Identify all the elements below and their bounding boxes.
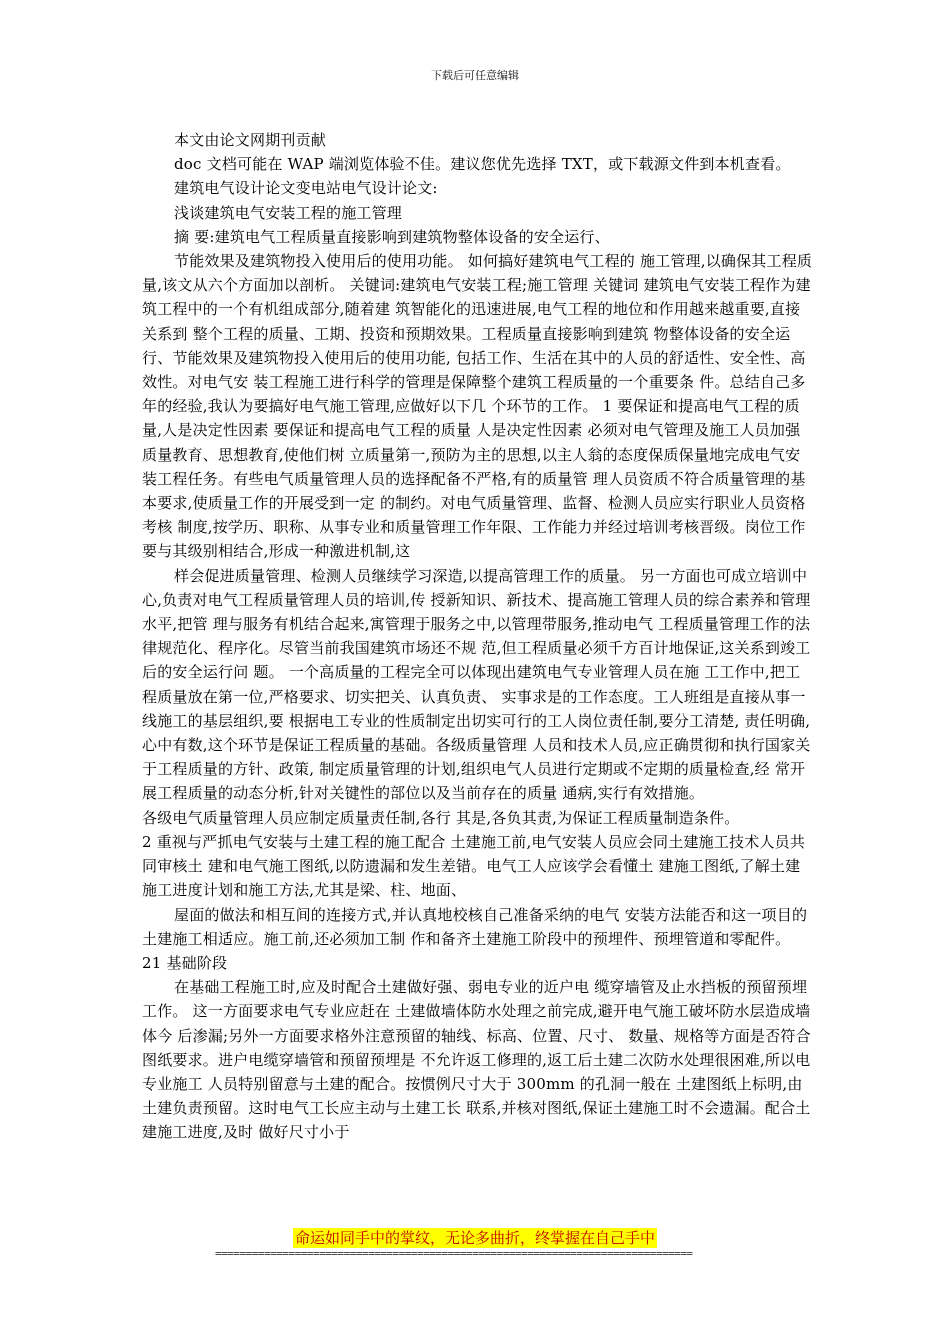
page-header-note: 下载后可任意编辑 <box>431 69 519 82</box>
doc-notice-line: doc 文档可能在 WAP 端浏览体验不佳。建议您优先选择 TXT，或下载源文件到本机查看。 <box>174 155 791 174</box>
body-paragraph: 样会促进质量管理、检测人员继续学习深造,以提高管理工作的质量。 另一方面也可成立培训中心,负责对电气工程质量管理人员的培训,传 授新知识、新技术、提高施工管理人员的综合素养和管理水平,把管 理与服务有机结合起来,寓管理于服务之中,以管理带服务,推动电气 工程质量管理工作的法律规范化、程序化。尽管当前我国建筑市场还不规 范,但工程质量必须千方百计地保证,这关系到竣工后的安全运行问 题。 一个高质量的工程完全可以体现出建筑电气专业管理人员在施 工工作中,把工程质量放在第一位,严格要求、切实把关、认真负责、 实事求是的工作态度。工人班组是直接从事一线施工的基层组织,要 根据电工专业的性质制定出切实可行的工人岗位责任制,要分工清楚, 责任明确,心中有数,这个环节是保证工程质量的基础。各级质量管理 人员和技术人员,应正确贯彻和执行国家关于工程质量的方针、政策, 制定质量管理的计划,组织电气人员进行定期或不定期的质量检查,经 常开展工程质量的动态分析,针对关键性的部位以及当前存在的质量 通病,实行有效措施。 <box>142 566 811 803</box>
body-paragraph: 在基础工程施工时,应及时配合土建做好强、弱电专业的近户电 缆穿墙管及止水挡板的预留预埋工作。 这一方面要求电气专业应赶在 土建做墙体防水处理之前完成,避开电气施工破坏防水层造成墙体今 后渗漏;另外一方面要求格外注意预留的轴线、标高、位置、尺寸、 数量、规格等方面是否符合图纸要求。进户电缆穿墙管和预留预埋是 不允许返工修理的,返工后土建二次防水处理很困难,所以电专业施工 人员特别留意与土建的配合。按惯例尺寸大于 300mm 的孔洞一般在 土建图纸上标明,由土建负责预留。这时电气工长应主动与土建工长 联系,并核对图纸,保证土建施工时不会遗漏。配合土建施工进度,及时 做好尺寸小于 <box>142 978 811 1142</box>
body-paragraph: 节能效果及建筑物投入使用后的使用功能。 如何搞好建筑电气工程的 施工管理,以确保其工程质量,该文从六个方面加以剖析。 关键词:建筑电气安装工程;施工管理 关键词 建筑电气安装工程作为建筑工程中的一个有机组成部分,随着建 筑智能化的迅速进展,电气工程的地位和作用越来越重要,直接关系到 整个工程的质量、工期、投资和预期效果。工程质量直接影响到建筑 物整体设备的安全运行、节能效果及建筑物投入使用后的使用功能, 包括工作、生活在其中的人员的舒适性、安全性、高效性。对电气安 装工程施工进行科学的管理是保障整个建筑工程质量的一个重要条 件。总结自己多年的经验,我认为要搞好电气施工管理,应做好以下几 个环节的工作。 1 要保证和提高电气工程的质量,人是决定性因素 要保证和提高电气工程的质量 人是决定性因素 必须对电气管理及施工人员加强质量教育、思想教育,使他们树 立质量第一,预防为主的思想,以主人翁的态度保质保量地完成电气安装工程任务。有些电气质量管理人员的选择配备不严格,有的质量管 理人员资质不符合质量管理的基本要求,使质量工作的开展受到一定 的制约。对电气质量管理、监督、检测人员应实行职业人员资格考核 制度,按学历、职称、从事专业和质量管理工作年限、工作能力并经过培训考核晋级。岗位工作要与其级别相结合,形成一种激进机制,这 <box>142 252 813 561</box>
footer-motto: 命运如同手中的掌纹，无论多曲折，终掌握在自己手中 <box>294 1229 655 1247</box>
category-line: 建筑电气设计论文变电站电气设计论文: <box>174 179 438 198</box>
body-paragraph: 屋面的做法和相互间的连接方式,并认真地校核自己准备采纳的电气 安装方法能否和这一项目的土建施工相适应。施工前,还必须加工制 作和备齐土建施工阶段中的预埋件、预埋管道和零配件。 21 基础阶段 <box>142 905 808 972</box>
footer-banner <box>0 1227 950 1248</box>
document-body <box>142 128 814 1145</box>
section-2-paragraph: 2 重视与严抓电气安装与土建工程的施工配合 土建施工前,电气安装人员应会同土建施工技术人员共同审核土 建和电气施工图纸,以防遗漏和发生差错。电气工人应该学会看懂土 建施工图纸,了解土建施工进度计划和施工方法,尤其是梁、柱、地面、 <box>142 832 806 900</box>
source-line: 本文由论文网期刊贡献 <box>174 131 327 149</box>
abstract-line: 摘 要:建筑电气工程质量直接影响到建筑物整体设备的安全运行、 <box>174 227 610 246</box>
footer-divider: ============================================================================== <box>215 1247 693 1260</box>
article-title: 浅谈建筑电气安装工程的施工管理 <box>174 203 403 222</box>
body-paragraph: 各级电气质量管理人员应制定质量责任制,各行 其是,各负其责,为保证工程质量制造条件。 <box>142 808 740 827</box>
